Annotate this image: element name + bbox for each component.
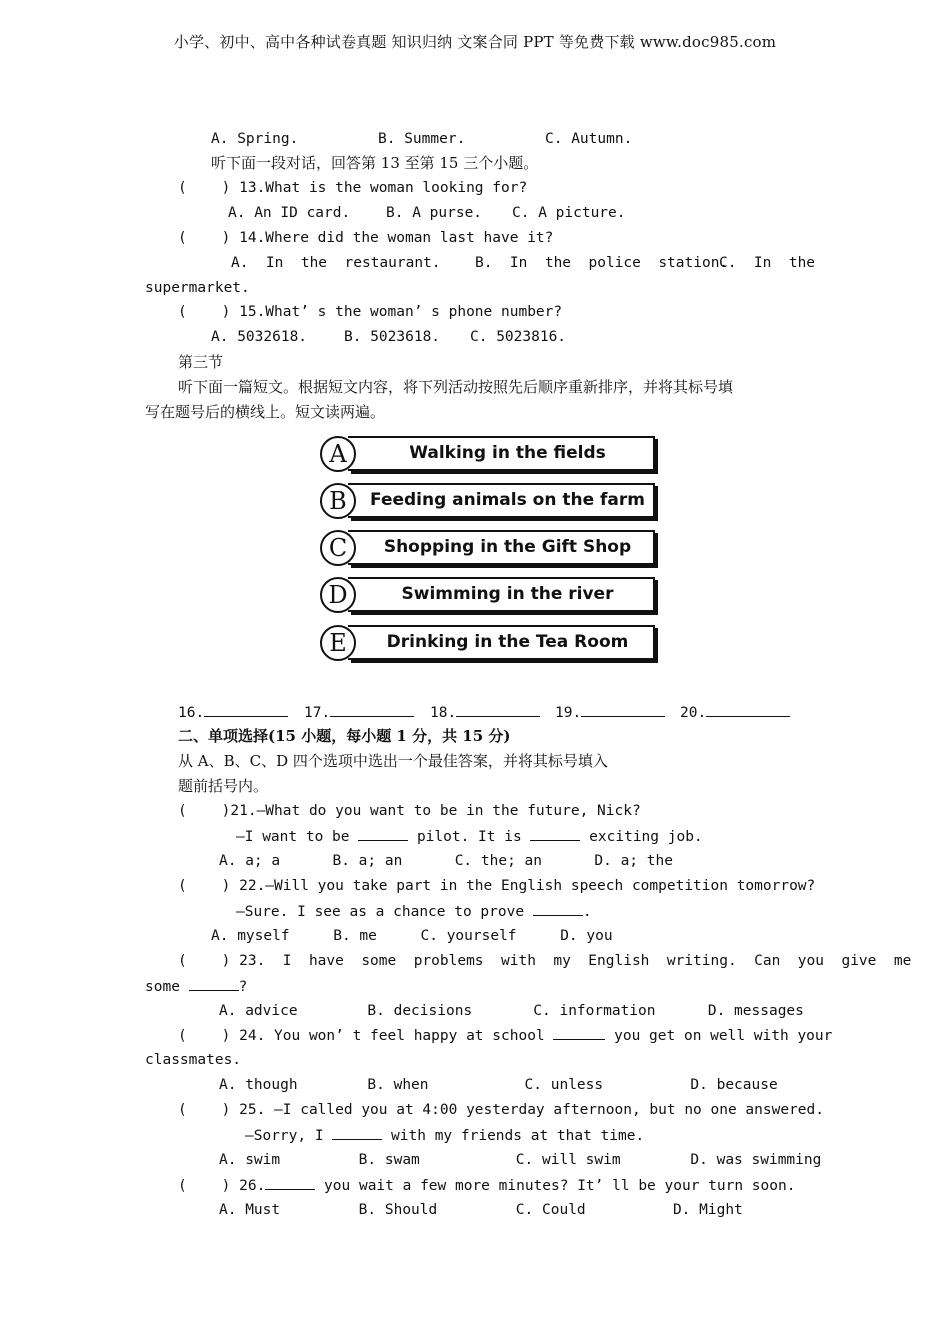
answer-blank-16[interactable] xyxy=(178,702,288,723)
activities-figure xyxy=(318,434,663,666)
q24-line2: classmates. xyxy=(145,1052,242,1068)
q12-option-b: B. Summer. xyxy=(378,131,466,147)
activity-a-text: Walking in the fields xyxy=(409,443,606,463)
activity-a-letter: A xyxy=(320,436,356,472)
section3-instruction-2: 写在题号后的横线上。短文读两遍。 xyxy=(145,403,386,421)
q13-question: ( ) 13.What is the woman looking for? xyxy=(178,180,528,196)
q23-options: A. advice B. decisions C. information D. messages xyxy=(219,1003,804,1019)
q23-question: ( ) 23. I have some problems with my English writing. Can you give me xyxy=(178,953,912,969)
activity-c-box xyxy=(348,530,655,565)
q25-line2 xyxy=(245,1125,644,1146)
answer-blank-19[interactable] xyxy=(555,702,665,723)
q26-options: A. Must B. Should C. Could D. Might xyxy=(219,1202,743,1218)
q15-option-c: C. 5023816. xyxy=(470,329,567,345)
q22-options: A. myself B. me C. yourself D. you xyxy=(211,928,613,944)
q23-line2-b: ? xyxy=(238,979,248,995)
q23-line2 xyxy=(145,976,247,997)
activity-e xyxy=(318,623,663,663)
q25-line2-b: with my friends at that time. xyxy=(382,1128,645,1144)
activity-e-text: Drinking in the Tea Room xyxy=(386,632,629,652)
q23-line2-a: some xyxy=(145,979,189,995)
q22-line2-b: . xyxy=(582,904,592,920)
q21-question: ( )21.—What do you want to be in the future, Nick? xyxy=(178,803,641,819)
q26-line1-b: you wait a few more minutes? It’ ll be your turn soon. xyxy=(315,1178,796,1194)
q22-line2 xyxy=(236,901,592,922)
q15-option-a: A. 5032618. xyxy=(211,329,308,345)
answer-blank-18[interactable] xyxy=(430,702,540,723)
q14-option-c: C. In the xyxy=(719,255,816,271)
q14-question: ( ) 14.Where did the woman last have it? xyxy=(178,230,554,246)
q15-question: ( ) 15.What’ s the woman’ s phone number? xyxy=(178,304,563,320)
part2-title: 二、单项选择(15 小题，每小题 1 分，共 15 分) xyxy=(178,727,511,745)
section3-title: 第三节 xyxy=(178,353,224,371)
q13-option-c: C. A picture. xyxy=(512,205,626,221)
q21-line2-a: —I want to be xyxy=(236,829,359,845)
q22-line2-a: —Sure. I see as a chance to prove xyxy=(236,904,533,920)
q21-options: A. a; a B. a; an C. the; an D. a; the xyxy=(219,853,673,869)
answer-blank-16-label: 16. xyxy=(178,705,205,721)
activity-b-text: Feeding animals on the farm xyxy=(370,490,645,510)
activity-b-letter: B xyxy=(320,483,356,519)
page-header: 小学、初中、高中各种试卷真题 知识归纳 文案合同 PPT 等免费下载 www.doc985.com xyxy=(173,33,777,51)
activity-d-box xyxy=(348,577,655,612)
q14-option-a: A. In the restaurant. xyxy=(231,255,441,271)
q26-line1-a: ( ) 26. xyxy=(178,1178,266,1194)
q14-option-c-cont: supermarket. xyxy=(145,280,250,296)
q25-question: ( ) 25. —I called you at 4:00 yesterday afternoon, but no one answered. xyxy=(178,1102,825,1118)
answer-blank-18-label: 18. xyxy=(430,705,457,721)
activity-b-box xyxy=(348,483,655,518)
q24-line1-a: ( ) 24. You won’ t feel happy at school xyxy=(178,1028,554,1044)
q14-option-b: B. In the police station. xyxy=(475,255,729,271)
q21-line2-c: exciting job. xyxy=(580,829,703,845)
q25-line2-a: —Sorry, I xyxy=(245,1128,333,1144)
q25-options: A. swim B. swam C. will swim D. was swimming xyxy=(219,1152,822,1168)
answer-blank-17[interactable] xyxy=(304,702,414,723)
q21-line2 xyxy=(236,826,703,847)
answer-blank-20[interactable] xyxy=(680,702,790,723)
q12-option-a: A. Spring. xyxy=(211,131,299,147)
part2-instruction-2: 题前括号内。 xyxy=(178,777,269,795)
q24-question xyxy=(178,1025,832,1046)
activity-d-text: Swimming in the river xyxy=(401,584,614,604)
activity-e-letter: E xyxy=(320,625,356,661)
answer-blank-17-label: 17. xyxy=(304,705,331,721)
answer-blank-19-label: 19. xyxy=(555,705,582,721)
dialog-intro: 听下面一段对话，回答第 13 至第 15 三个小题。 xyxy=(211,154,539,172)
q15-option-b: B. 5023618. xyxy=(344,329,441,345)
activity-d xyxy=(318,575,663,615)
activity-a-box xyxy=(348,436,655,471)
activity-c xyxy=(318,528,663,568)
q24-options: A. though B. when C. unless D. because xyxy=(219,1077,778,1093)
q22-question: ( ) 22.—Will you take part in the English speech competition tomorrow? xyxy=(178,878,816,894)
q13-option-a: A. An ID card. xyxy=(228,205,351,221)
q21-line2-b: pilot. It is xyxy=(408,829,531,845)
q13-option-b: B. A purse. xyxy=(386,205,483,221)
section3-instruction-1: 听下面一篇短文。根据短文内容，将下列活动按照先后顺序重新排序，并将其标号填 xyxy=(178,378,734,396)
activity-c-text: Shopping in the Gift Shop xyxy=(383,537,632,557)
activity-b xyxy=(318,481,663,521)
q26-question xyxy=(178,1175,795,1196)
q24-line1-b: you get on well with your xyxy=(605,1028,833,1044)
answer-blank-20-label: 20. xyxy=(680,705,707,721)
q12-option-c: C. Autumn. xyxy=(545,131,633,147)
activity-d-letter: D xyxy=(320,577,356,613)
activity-c-letter: C xyxy=(320,530,356,566)
part2-instruction-1: 从 A、B、C、D 四个选项中选出一个最佳答案，并将其标号填入 xyxy=(178,752,608,770)
activity-e-box xyxy=(348,625,655,660)
activity-a xyxy=(318,434,663,474)
